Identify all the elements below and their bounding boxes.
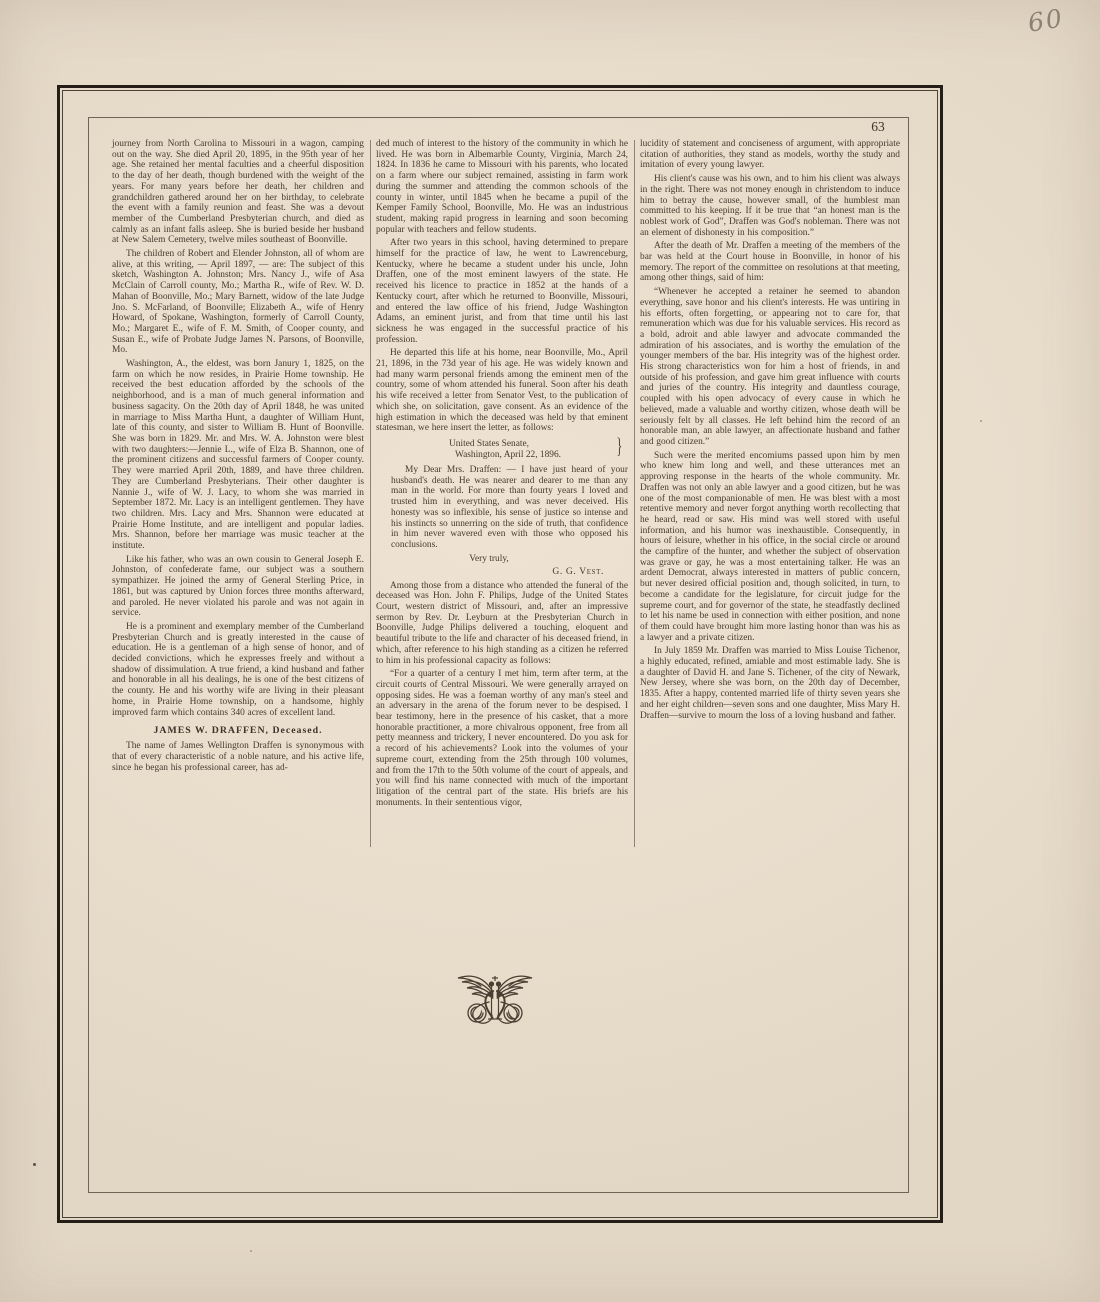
letter-signature: G. G. Vest. [552,565,604,577]
paragraph: Like his father, who was an own cousin to General Joseph E. Johnston, of confederate fame, our subject was a southern sympathizer. He joined the army of General Sterling Price, in 1861, but was captured by Union forces three months afterward, and paroled. He never violated his parole and was not again in service. [112,554,364,619]
paragraph: The name of James Wellington Draffen is synonymous with that of every characteristic of a noble nature, and his active life, since he began his professional career, has ad- [112,741,364,773]
handwritten-page-note: 60 [1025,3,1066,38]
letter-address-line: Washington, April 22, 1896. [454,449,561,460]
letter-address-line: United States Senate, [449,438,529,449]
paragraph: He is a prominent and exemplary member of the Cumberland Presbyterian Church and is greatly interested in the cause of education. He is a gentleman of a high sense of honor, and of decided convictions, which he expresses freely and without a shadow of dissimulation. A true friend, a kind husband and father and honorable in all his dealings, he is one of the best citizens of the county. He and his worthy wife are living in their pleasant home, in Prairie Home township, on a handsome, highly improved farm which contains 340 acres of excellent land. [112,621,364,718]
paragraph: “For a quarter of a century I met him, term after term, at the circuit courts of Central Missouri. We were generally arrayed on opposing sides. He was a foeman worthy of any man's steel and an adversary in the arena of the forum never to be despised. I bear testimony, here in the presence of his casket, that a more honorable practitioner, a more chivalrous opponent, free from all petty meanness and trickery, I never encountered. Do you ask for a record of his achievements? Look into the volumes of your supreme court, extending from the 25th through 100 volumes, and from the 17th to the 50th volume of the court of appeals, and you will find his name connected with much of the important litigation of the central part of the state. His briefs are his monuments. In their sententious vigor, [376,669,628,808]
paragraph: Among those from a distance who attended the funeral of the deceased was Hon. John F. Philips, Judge of the United States Court, western district of Missouri, and, after an impressive sermon by Rev. Dr. Leyburn at the Presbyterian Church in Boonville, Judge Philips delivered a touching, eloquent and beautiful tribute to the life and character of his deceased friend, in which, after reference to his high standing as a citizen he referred to him in his professional capacity as follows: [376,580,628,666]
paragraph: In July 1859 Mr. Draffen was married to Miss Louise Tichenor, a highly educated, refined, amiable and most estimable lady. She is a daughter of David H. and Jane S. Tichener, of the city of Newark, New Jersey, where she was born, on the 20th day of December, 1835. After a happy, contented married life of thirty seven years she and her eight children—seven sons and one daughter, Miss Mary H. Draffen—survive to mourn the loss of a loving husband and father. [640,646,900,721]
column-divider [370,140,371,847]
paragraph: Such were the merited encomiums passed upon him by men who knew him long and well, and these utterances met an approving response in the hearts of the whole community. Mr. Draffen was not only an able lawyer and a good citizen, but he was one of the most companionable of men. He was blest with a most retentive memory and never forgot anything worth recollecting that he heard, read or saw. His mind was well stored with useful information, and his humor was inexhaustible. Consequently, in hours of leisure, whether in his office, in the social circle or around the campfire of the hunter, and whether the subject of observation was grave or gay, he was a most entertaining talker. He was an ardent Democrat, always interested in matters of public concern, but never desired official position and, though solicited, in turn, to become a candidate for the legislature, for circuit judge for the supreme court, and for governor of the state, he steadfastly declined to let his name be used in connection with either position, and none of them could have brought him more lasting honor than was his as a lawyer and a private citizen. [640,450,900,643]
paper-speck [33,1163,36,1166]
text-column-2 [376,139,628,847]
text-column-1 [112,139,364,847]
paragraph: After the death of Mr. Draffen a meeting of the members of the bar was held at the Court house in Boonville, in honor of his memory. The report of the committee on resolutions at that meeting, among other things, said of him: [640,241,900,284]
paper-speck [250,1250,252,1252]
text-column-3 [640,139,900,847]
column-divider [634,140,635,847]
letter-valediction: Very truly, [469,553,509,564]
paragraph-continuation: journey from North Carolina to Missouri in a wagon, camping out on the way. She died April 20, 1895, in the 95th year of her age. She retained her mental faculties and a cheerful disposition to the day of her death, though burdened with the weight of the years. For many years before her death, her children and grandchildren gathered around her on her birthday, to celebrate the event with a family reunion and feast. She was a devout member of the Cumberland Presbyterian church, and died as calmly as an infant falls asleep. She is buried beside her husband at New Salem Cemetery, twelve miles southeast of Boonville. [112,139,364,246]
paragraph: He departed this life at his home, near Boonville, Mo., April 21, 1896, in the 73d year of his age. He was widely known and had many warm personal friends among the eminent men of the country, some of whom attended his funeral. Soon after his death his wife received a letter from Senator Vest, to the publication of which she, on solicitation, gave consent. As an evidence of the high estimation in which the deceased was held by that eminent statesman, we here insert the letter, as follows: [376,348,628,434]
letter-address [376,435,628,461]
paragraph: Washington, A., the eldest, was born Janury 1, 1825, on the farm on which he now resides, in Prairie Home township. He received the best education afforded by the schools of the neighborhood, and is a man of much general information and business sagacity. On the 20th day of April 1848, he was united in marriage to Miss Martha Hunt, a daughter of William Hunt, late of this county, and sister to William B. Hunt of Boonville. She was born in 1829. Mr. and Mrs. W. A. Johnston were blest with two daughters:—Jennie L., wife of Elza B. Shannon, one of the prominent citizens and successful farmers of Cooper county. They were married April 20th, 1889, and have three children. They are Cumberland Presbyterians. Their other daughter is Nannie J., wife of W. J. Lacy, to whom she was married in September 1872. Mr. Lacy is an intelligent gentlemen. They have two children. Mrs. Lacy and Mrs. Shannon were educated at Prairie Home Institute, and are intelligent and popular ladies. Mrs. Shannon, before her marriage was music teacher at the institute. [112,359,364,552]
paragraph: “Whenever he accepted a retainer he seemed to abandon everything, save honor and his client's interests. He was untiring in his efforts, often forgetting, or appearing not to care for, that remuneration which was due for his valuable services. His record as a bold, adroit and able lawyer and advocate commanded the admiration of his associates, and is worthy the emulation of the younger members of the bar. His integrity was of the highest order. His strong characteristics won for him a host of friends, in and outside of his profession, and gave him great influence with courts and juries of the country. His integrity and dauntless courage, coupled with his open advocacy of every cause in which he believed, made a valuable and worthy citizen, whose death will be seriously felt by all classes. He left behind him the record of an honorable man, an able lawyer, an affectionate husband and father and good citizen.” [640,287,900,447]
paragraph: His client's cause was his own, and to him his client was always in the right. There was not money enough in christendom to induce him to betray the cause, however small, of the humblest man committed to his keeping. If it be true that “an honest man is the noblest work of God”, Draffen was God's nobleman. There was not an element of dishonesty in his composition.” [640,174,900,238]
paragraph: The children of Robert and Elender Johnston, all of whom are alive, at this writing, — April 1897, — are: The subject of this sketch, Washington A. Johnston; Mrs. Nancy J., wife of Asa McClain of Carroll county, Mo.; Martha R., wife of Rev. W. D. Mahan of Boonville, Mo.; Mary Barnett, widow of the late Judge Jno. S. McFarland, of Boonville; Elizabeth A., wife of Henry Howard, of Spokane, Washington, formerly of Carroll County, Mo.; Margaret E., wife of F. M. Smith, of Cooper county, and Susan E., wife of Probate Judge James N. Parsons, of Boonville, Mo. [112,249,364,356]
paragraph: After two years in this school, having determined to prepare himself for the practice of law, he went to Lawrenceburg, Kentucky, where he became a student under his uncle, John Draffen, one of the most eminent lawyers of the state. He received his licence to practice in 1852 at the hands of a Kentucky court, after which he returned to Boonville, Missouri, and entered the law office of his friend, Judge Washington Adams, an eminent jurist, and from that time until his last sickness he was engaged in the successful practice of his profession. [376,238,628,345]
section-heading: JAMES W. DRAFFEN, Deceased. [153,725,323,737]
paper-speck [980,420,982,422]
paragraph-continuation: lucidity of statement and conciseness of argument, with appropriate citation of authorities, they stand as models, worthy the study and imitation of every young lawyer. [640,139,900,171]
brace-glyph: } [616,435,622,459]
winged-griffins-ornament-icon [452,969,538,1027]
page-number: 63 [871,119,885,134]
letter-body: My Dear Mrs. Draffen: — I have just heard of your husband's death. He was nearer and dearer to me than any man in the world. For more than fourty years I loved and trusted him in everything, and was never deceived. His honesty was so inflexible, his sense of justice so intense and his instincts so unnerring on the side of truth, that confidence in him never wavered even with those who opposed his conclusions. [391,464,628,550]
text-columns [112,139,900,847]
paragraph-continuation: ded much of interest to the history of the community in which he lived. He was born in Albemarble County, Virginia, March 24, 1824. In 1836 he came to Missouri with his parents, who located on a farm where our subject remained, assisting in farm work during the summer and attending the common schools of the county in winter, until 1845 when he became a pupil of the Kemper Family School, Boonville, Mo. He was an industrious student, making rapid progress in learning and soon becoming popular with teachers and fellow students. [376,139,628,235]
